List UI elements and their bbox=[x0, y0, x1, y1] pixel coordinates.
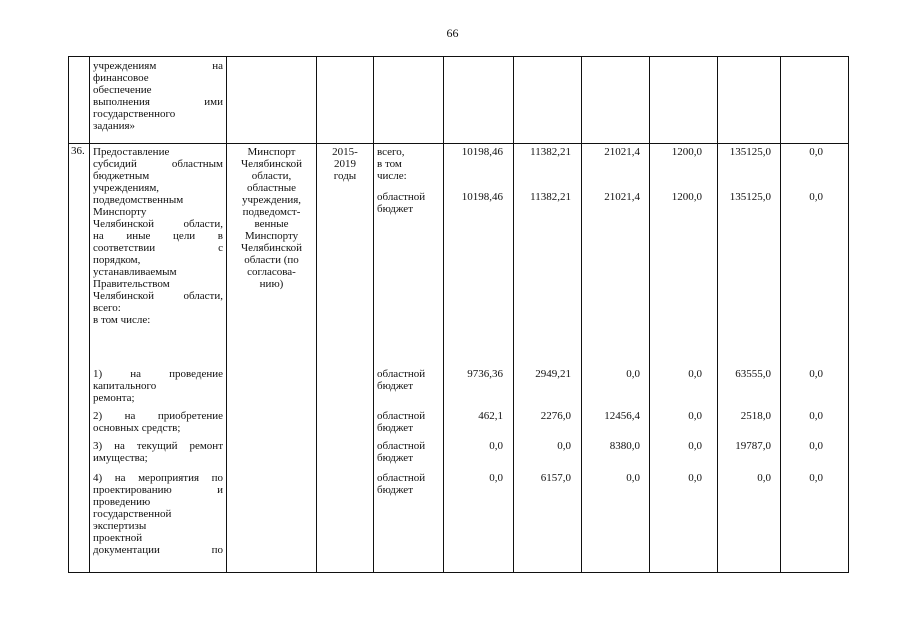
description-line: обеспечение bbox=[93, 84, 152, 96]
source-line: бюджет bbox=[377, 484, 413, 496]
description-line: соответствии с bbox=[93, 242, 223, 254]
executor-line: нию) bbox=[259, 278, 284, 290]
value-cell: 0,0 bbox=[626, 368, 640, 380]
description-line: субсидий областным bbox=[93, 158, 223, 170]
value-cell: 11382,21 bbox=[530, 146, 571, 158]
description-line: на иные цели в bbox=[93, 230, 223, 242]
description-line: учреждениям, bbox=[93, 182, 160, 194]
value-cell: 2949,21 bbox=[535, 368, 571, 380]
executor-line: области (по bbox=[244, 254, 299, 266]
column-divider bbox=[649, 56, 650, 573]
executor-line: венные bbox=[254, 218, 289, 230]
value-cell: 0,0 bbox=[489, 440, 503, 452]
value-cell: 0,0 bbox=[489, 472, 503, 484]
source-line: областной bbox=[377, 440, 426, 452]
subitem-line: государственной bbox=[93, 508, 172, 520]
column-divider bbox=[373, 56, 374, 573]
executor-line: областные bbox=[246, 182, 297, 194]
row-divider bbox=[68, 143, 849, 144]
description-line: Правительством bbox=[93, 278, 170, 290]
column-divider bbox=[513, 56, 514, 573]
value-cell: 1200,0 bbox=[671, 191, 702, 203]
period-line: 2015- bbox=[332, 146, 358, 158]
value-cell: 0,0 bbox=[688, 410, 702, 422]
executor-line: Челябинской bbox=[240, 242, 302, 254]
source-line: областной bbox=[377, 368, 426, 380]
value-cell: 6157,0 bbox=[540, 472, 571, 484]
value-cell: 0,0 bbox=[757, 472, 771, 484]
source-line: бюджет bbox=[377, 422, 413, 434]
value-cell: 2276,0 bbox=[540, 410, 571, 422]
value-cell: 21021,4 bbox=[604, 146, 640, 158]
column-divider bbox=[443, 56, 444, 573]
description-line: финансовое bbox=[93, 72, 149, 84]
executor-line: учреждения, bbox=[241, 194, 302, 206]
column-divider bbox=[226, 56, 227, 573]
description-line: государственного bbox=[93, 108, 176, 120]
value-cell: 63555,0 bbox=[735, 368, 771, 380]
value-cell: 0,0 bbox=[809, 368, 823, 380]
value-cell: 0,0 bbox=[557, 440, 571, 452]
subitem-line: имущества; bbox=[93, 452, 148, 464]
subitem-line: 3) на текущий ремонт bbox=[93, 440, 223, 452]
source-line: всего, bbox=[377, 146, 405, 158]
source-line: числе: bbox=[377, 170, 407, 182]
value-cell: 462,1 bbox=[478, 410, 503, 422]
value-cell: 0,0 bbox=[809, 472, 823, 484]
executor-line: Минспорту bbox=[244, 230, 299, 242]
subitem-line: 1) на проведение bbox=[93, 368, 223, 380]
page-number: 66 bbox=[446, 26, 459, 40]
value-cell: 21021,4 bbox=[604, 191, 640, 203]
source-line: бюджет bbox=[377, 452, 413, 464]
subitem-line: проектированию и bbox=[93, 484, 223, 496]
value-cell: 135125,0 bbox=[729, 146, 771, 158]
subitem-line: экспертизы bbox=[93, 520, 147, 532]
description-line: Минспорту bbox=[93, 206, 147, 218]
subitem-line: 4) на мероприятия по bbox=[93, 472, 223, 484]
value-cell: 19787,0 bbox=[735, 440, 771, 452]
subitem-line: проектной bbox=[93, 532, 143, 544]
value-cell: 0,0 bbox=[688, 368, 702, 380]
value-cell: 9736,36 bbox=[467, 368, 503, 380]
description-line: всего: bbox=[93, 302, 121, 314]
value-cell: 0,0 bbox=[809, 440, 823, 452]
subitem-line: документации по bbox=[93, 544, 223, 556]
description-line: Челябинской области, bbox=[93, 290, 223, 302]
description-line: Челябинской области, bbox=[93, 218, 223, 230]
executor-line: подведомст- bbox=[242, 206, 301, 218]
description-line: выполнения ими bbox=[93, 96, 223, 108]
executor-line: Челябинской bbox=[240, 158, 302, 170]
source-line: бюджет bbox=[377, 380, 413, 392]
value-cell: 0,0 bbox=[688, 440, 702, 452]
description-line: в том числе: bbox=[93, 314, 151, 326]
source-line: областной bbox=[377, 410, 426, 422]
value-cell: 8380,0 bbox=[609, 440, 640, 452]
value-cell: 0,0 bbox=[688, 472, 702, 484]
executor-line: Минспорт bbox=[247, 146, 296, 158]
subitem-line: проведению bbox=[93, 496, 151, 508]
subitem-line: капитального bbox=[93, 380, 157, 392]
description-line: порядком, bbox=[93, 254, 141, 266]
value-cell: 0,0 bbox=[809, 410, 823, 422]
description-line: учреждениям на bbox=[93, 60, 223, 72]
value-cell: 12456,4 bbox=[604, 410, 640, 422]
value-cell: 0,0 bbox=[809, 146, 823, 158]
value-cell: 10198,46 bbox=[461, 146, 503, 158]
description-line: бюджетным bbox=[93, 170, 150, 182]
period-line: 2019 bbox=[334, 158, 356, 170]
subitem-line: ремонта; bbox=[93, 392, 135, 404]
row-number: 36. bbox=[71, 145, 85, 157]
value-cell: 1200,0 bbox=[671, 146, 702, 158]
column-divider bbox=[581, 56, 582, 573]
column-divider bbox=[316, 56, 317, 573]
column-divider bbox=[89, 56, 90, 573]
subitem-line: основных средств; bbox=[93, 422, 181, 434]
value-cell: 0,0 bbox=[809, 191, 823, 203]
value-cell: 135125,0 bbox=[729, 191, 771, 203]
period-line: годы bbox=[333, 170, 357, 182]
subitem-line: 2) на приобретение bbox=[93, 410, 223, 422]
description-line: устанавливаемым bbox=[93, 266, 177, 278]
description-line: Предоставление bbox=[93, 146, 170, 158]
source-line: областной bbox=[377, 472, 426, 484]
source-line: областной bbox=[377, 191, 426, 203]
source-line: бюджет bbox=[377, 203, 413, 215]
description-line: подведомственным bbox=[93, 194, 184, 206]
value-cell: 10198,46 bbox=[461, 191, 503, 203]
value-cell: 2518,0 bbox=[740, 410, 771, 422]
executor-line: согласова- bbox=[247, 266, 296, 278]
column-divider bbox=[717, 56, 718, 573]
description-line: задания» bbox=[93, 120, 136, 132]
source-line: в том bbox=[377, 158, 402, 170]
executor-line: области, bbox=[251, 170, 292, 182]
value-cell: 0,0 bbox=[626, 472, 640, 484]
value-cell: 11382,21 bbox=[530, 191, 571, 203]
column-divider bbox=[780, 56, 781, 573]
